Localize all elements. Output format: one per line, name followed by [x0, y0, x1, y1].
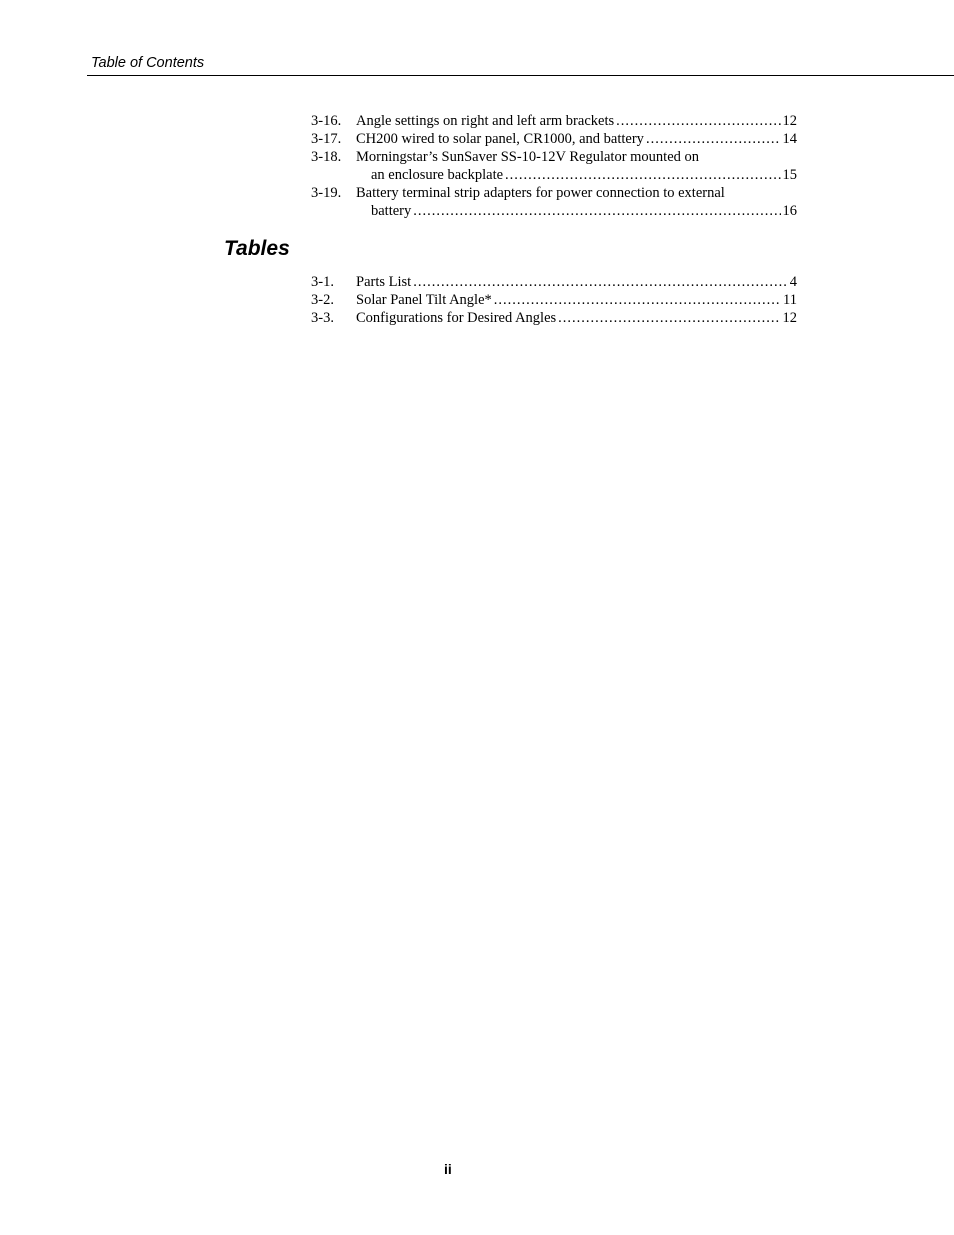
entry-title: CH200 wired to solar panel, CR1000, and battery [356, 131, 644, 147]
running-header: Table of Contents [91, 55, 205, 71]
entry-number: 3-3. [311, 310, 334, 326]
entry-title: Configurations for Desired Angles [356, 310, 557, 326]
entry-title-continued: an enclosure backplate [371, 167, 504, 183]
entry-title: Parts List [356, 274, 412, 290]
entry-page: 4 [789, 274, 797, 290]
dot-leader [494, 291, 781, 309]
entry-title-continued: battery [371, 203, 412, 219]
dot-leader [616, 112, 780, 130]
entry-page: 14 [782, 131, 797, 147]
dot-leader [413, 202, 780, 220]
entry-page: 15 [782, 167, 797, 183]
entry-page: 12 [782, 310, 797, 326]
entry-title: Battery terminal strip adapters for power connection to external [356, 185, 725, 201]
dot-leader [505, 166, 780, 184]
entry-page: 12 [782, 113, 797, 129]
toc-entry[interactable] [311, 273, 797, 291]
entry-number: 3-1. [311, 274, 334, 290]
toc-entry[interactable] [311, 130, 797, 148]
entry-page: 11 [783, 292, 797, 308]
entry-number: 3-17. [311, 131, 342, 147]
page-number: ii [444, 1161, 452, 1177]
toc-entry[interactable] [311, 148, 797, 184]
entry-number: 3-16. [311, 113, 342, 129]
header-rule [87, 75, 954, 76]
entry-number: 3-2. [311, 292, 334, 308]
figures-list [311, 112, 797, 220]
toc-entry[interactable] [311, 184, 797, 220]
dot-leader [646, 130, 781, 148]
toc-entry[interactable] [311, 291, 797, 309]
tables-heading: Tables [224, 237, 290, 260]
toc-entry[interactable] [311, 309, 797, 327]
dot-leader [413, 273, 788, 291]
entry-page: 16 [782, 203, 797, 219]
toc-entry[interactable] [311, 112, 797, 130]
dot-leader [558, 309, 780, 327]
entry-title: Morningstar’s SunSaver SS-10-12V Regulator mounted on [356, 149, 700, 165]
tables-list [311, 273, 797, 327]
entry-title: Angle settings on right and left arm brackets [356, 113, 615, 129]
entry-title: Solar Panel Tilt Angle* [356, 292, 492, 308]
entry-number: 3-19. [311, 185, 342, 201]
entry-number: 3-18. [311, 149, 342, 165]
